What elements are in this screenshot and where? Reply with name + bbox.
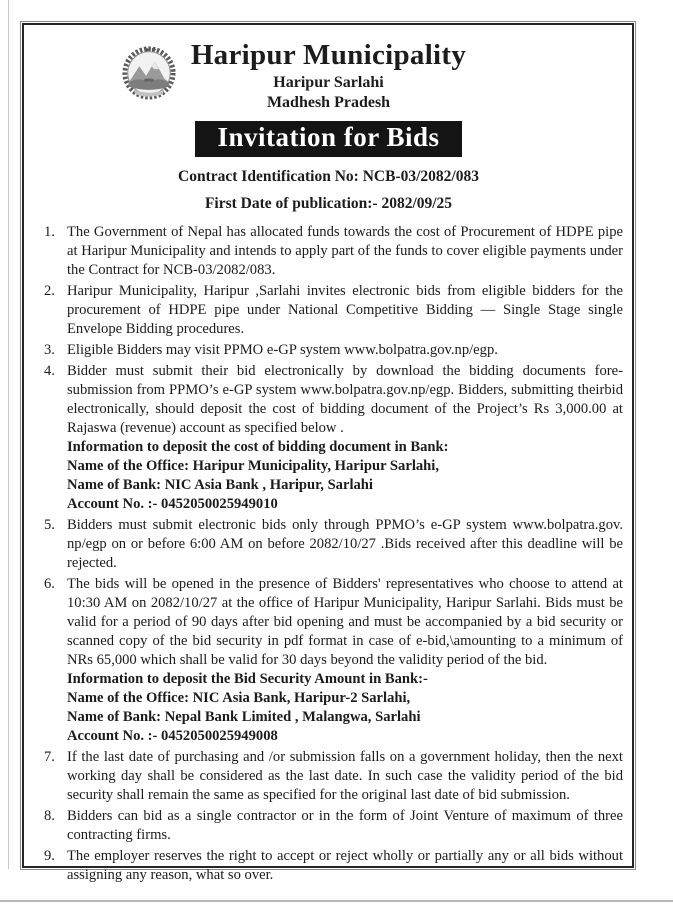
item-text: Bidder must submit their bid electronically by download the bidding documents fore-submission from PPMO’s e-GP system www.bolpatra.gov.np/egp. Bidders, submitting theirbid electronically, should deposit the cost of bidding document of the Project’s Rs 3,000.00 at Rajaswa (revenue) account as specified below .: [67, 363, 623, 436]
item-text: Bidders must submit electronic bids only through PPMO’s e-GP system www.bolpatra.gov. np/egp on or before 6:00 AM on before 2082/10/27 .Bids received after this deadline will be rejected.: [67, 517, 623, 571]
item-text: The employer reserves the right to accept or reject wholly or partially any or all bids without assigning any reason, what so over.: [67, 848, 623, 883]
contract-identification-line: Contract Identification No: NCB-03/2082/083: [178, 168, 479, 185]
item-number: 5.: [44, 517, 55, 533]
item-number: 2.: [44, 283, 55, 299]
list-item-2: [34, 282, 623, 339]
list-item-6: [34, 575, 623, 746]
bank-info-heading: Information to deposit the Bid Security Amount in Bank:-: [67, 671, 428, 687]
invitation-for-bids-banner: Invitation for Bids: [195, 121, 461, 157]
item-number: 1.: [44, 224, 55, 240]
item-number: 4.: [44, 363, 55, 379]
municipality-name: Haripur Municipality: [190, 39, 467, 71]
list-item-7: [34, 748, 623, 805]
scan-edge-line-horizontal: [0, 900, 673, 902]
province-name: Madhesh Pradesh: [266, 94, 391, 111]
list-item-1: [34, 223, 623, 280]
item-number: 9.: [44, 848, 55, 864]
item-text: The Government of Nepal has allocated funds towards the cost of Procurement of HDPE pipe at Haripur Municipality and intends to apply part of the funds to cover eligible payments under the Contract for NCB-03/2082/083.: [67, 224, 623, 278]
list-item-8: [34, 807, 623, 845]
nepal-coat-of-arms-icon: [120, 43, 178, 101]
list-item-3: [34, 341, 623, 360]
item-number: 7.: [44, 749, 55, 765]
bid-security-bank-info: [67, 670, 623, 746]
municipality-location: Haripur Sarlahi: [273, 74, 384, 91]
bank-info-heading: Information to deposit the cost of bidding document in Bank:: [67, 439, 449, 455]
bank-info-account: Account No. :- 0452050025949010: [67, 496, 278, 512]
item-text: The bids will be opened in the presence of Bidders' representatives who choose to attend at 10:30 AM on 2082/10/27 at the office of Haripur Municipality, Haripur Sarlahi. Bids must be valid for a period of 90 days after bid opening and must be accompanied by a bid security or scanned copy of the bid security in pdf format in case of e-bid,\amounting to a minimum of NRs 65,000 which shall be valid for 30 days beyond the validity period of the bid.: [67, 576, 623, 668]
list-item-4: [34, 362, 623, 514]
notice-header: [34, 39, 623, 112]
bank-info-office: Name of the Office: Haripur Municipality, Haripur Sarlahi,: [67, 458, 439, 474]
banner-row: [34, 121, 623, 157]
bank-info-bank: Name of Bank: Nepal Bank Limited , Malangwa, Sarlahi: [67, 709, 421, 725]
item-text: If the last date of purchasing and /or submission falls on a government holiday, then the next working day shall be considered as the last date. In such case the validity period of the bid security shall remain the same as specified for the original last date of bid submission.: [67, 749, 623, 803]
list-item-9: [34, 847, 623, 885]
item-text: Haripur Municipality, Haripur ,Sarlahi invites electronic bids from eligible bidders for the procurement of HDPE pipe under National Competitive Bidding — Single Stage single Envelope Bidding procedures.: [67, 283, 623, 337]
item-number: 8.: [44, 808, 55, 824]
first-publication-date-line: First Date of publication:- 2082/09/25: [204, 195, 453, 212]
scan-edge-line-vertical: [8, 0, 9, 869]
item-number: 6.: [44, 576, 55, 592]
list-item-5: [34, 516, 623, 573]
item-text: Bidders can bid as a single contractor or in the form of Joint Venture of maximum of three contracting firms.: [67, 808, 623, 843]
bank-info-office: Name of the Office: NIC Asia Bank, Haripur-2 Sarlahi,: [67, 690, 411, 706]
bank-info-bank: Name of Bank: NIC Asia Bank , Haripur, Sarlahi: [67, 477, 373, 493]
item-text: Eligible Bidders may visit PPMO e-GP system www.bolpatra.gov.np/egp.: [67, 342, 498, 358]
bidding-document-bank-info: [67, 438, 623, 514]
notice-border-box: [22, 23, 634, 883]
item-number: 3.: [44, 342, 55, 358]
bid-notice-list: [34, 223, 623, 885]
bank-info-account: Account No. :- 0452050025949008: [67, 728, 278, 744]
